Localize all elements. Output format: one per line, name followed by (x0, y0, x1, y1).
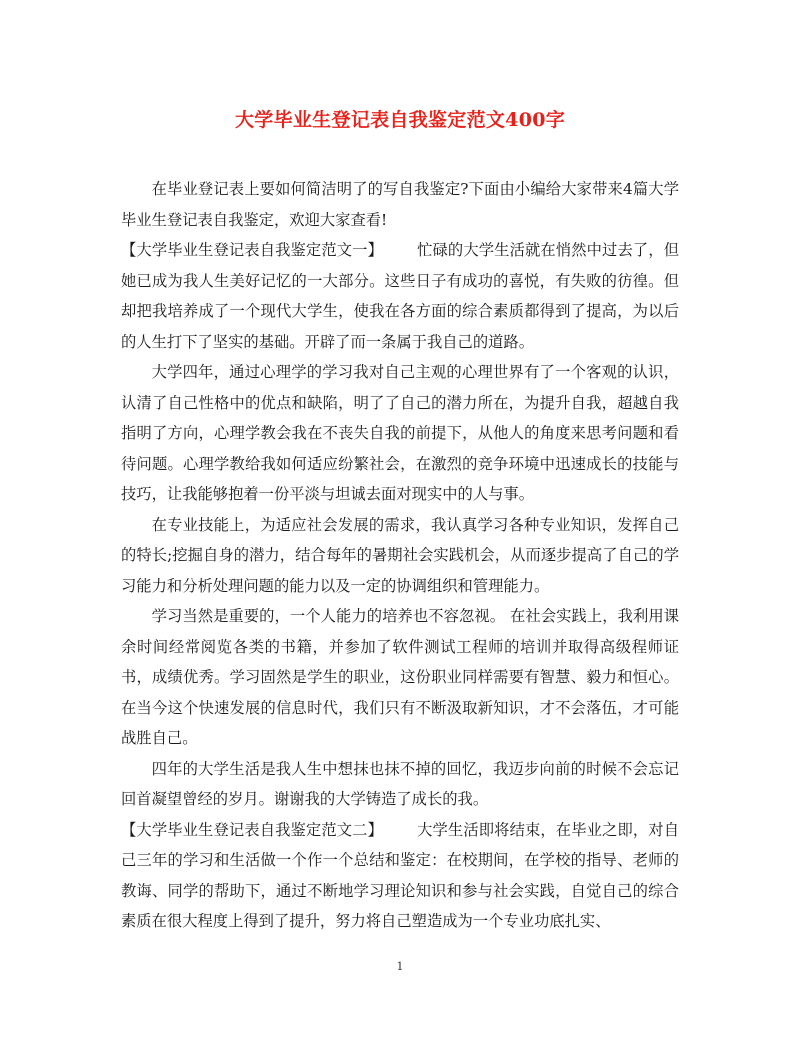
intro-paragraph: 在毕业登记表上要如何简洁明了的写自我鉴定?下面由小编给大家带来4篇大学毕业生登记表自我鉴定，欢迎大家查看! (121, 180, 679, 229)
body-paragraph: 学习当然是重要的，一个人能力的培养也不容忽视。 在社会实践上，我利用课余时间经常阅览各类的书籍，并参加了软件测试工程师的培训并取得高级程师证书，成绩优秀。学习固然是学生的职业，这份职业同样需要有智慧、毅力和恒心。在当今这个快速发展的信息时代，我们只有不断汲取新知识，才不会落伍，才可能战胜自己。 (121, 607, 679, 747)
section-one-heading: 【大学毕业生登记表自我鉴定范文一】 (121, 241, 383, 259)
page-number: 1 (396, 960, 404, 973)
section-two-lead: 大学生活即将结束，在毕业之即，对自己三年的学习和生活做一个作一个总结和鉴定：在校期间，在学校的指导、老师的教诲、同学的帮助下，通过不断地学习理论知识和参与社会实践，自觉自己的综合素质在很大程度上得到了提升，努力将自己塑造成为一个专业功底扎实、 (121, 820, 679, 930)
section-one (121, 235, 679, 357)
section-one-lead: 忙碌的大学生活就在悄然中过去了，但她已成为我人生美好记忆的一大部分。这些日子有成功的喜悦，有失败的彷徨。但却把我培养成了一个现代大学生，使我在各方面的综合素质都得到了提高，为以后的人生打下了坚实的基础。开辟了而一条属于我自己的道路。 (121, 241, 679, 351)
page-title: 大学毕业生登记表自我鉴定范文400字 (234, 109, 566, 131)
body-paragraph: 大学四年，通过心理学的学习我对自己主观的心理世界有了一个客观的认识，认清了自己性格中的优点和缺陷，明了了自己的潜力所在，为提升自我，超越自我指明了方向，心理学教会我在不丧失自我的前提下，从他人的角度来思考问题和看待问题。心理学教给我如何适应纷繁社会，在激烈的竞争环境中迅速成长的技能与技巧，让我能够抱着一份平淡与坦诚去面对现实中的人与事。 (121, 363, 679, 503)
body-paragraph: 在专业技能上，为适应社会发展的需求，我认真学习各种专业知识，发挥自己的特长;挖掘自身的潜力，结合每年的暑期社会实践机会，从而逐步提高了自己的学习能力和分析处理问题的能力以及一定的协调组织和管理能力。 (121, 515, 679, 595)
body-paragraph: 四年的大学生活是我人生中想抹也抹不掉的回忆，我迈步向前的时候不会忘记回首凝望曾经的岁月。谢谢我的大学铸造了成长的我。 (121, 759, 679, 808)
document-body (121, 174, 679, 937)
section-two-heading: 【大学毕业生登记表自我鉴定范文二】 (121, 820, 383, 839)
section-two (121, 815, 679, 937)
